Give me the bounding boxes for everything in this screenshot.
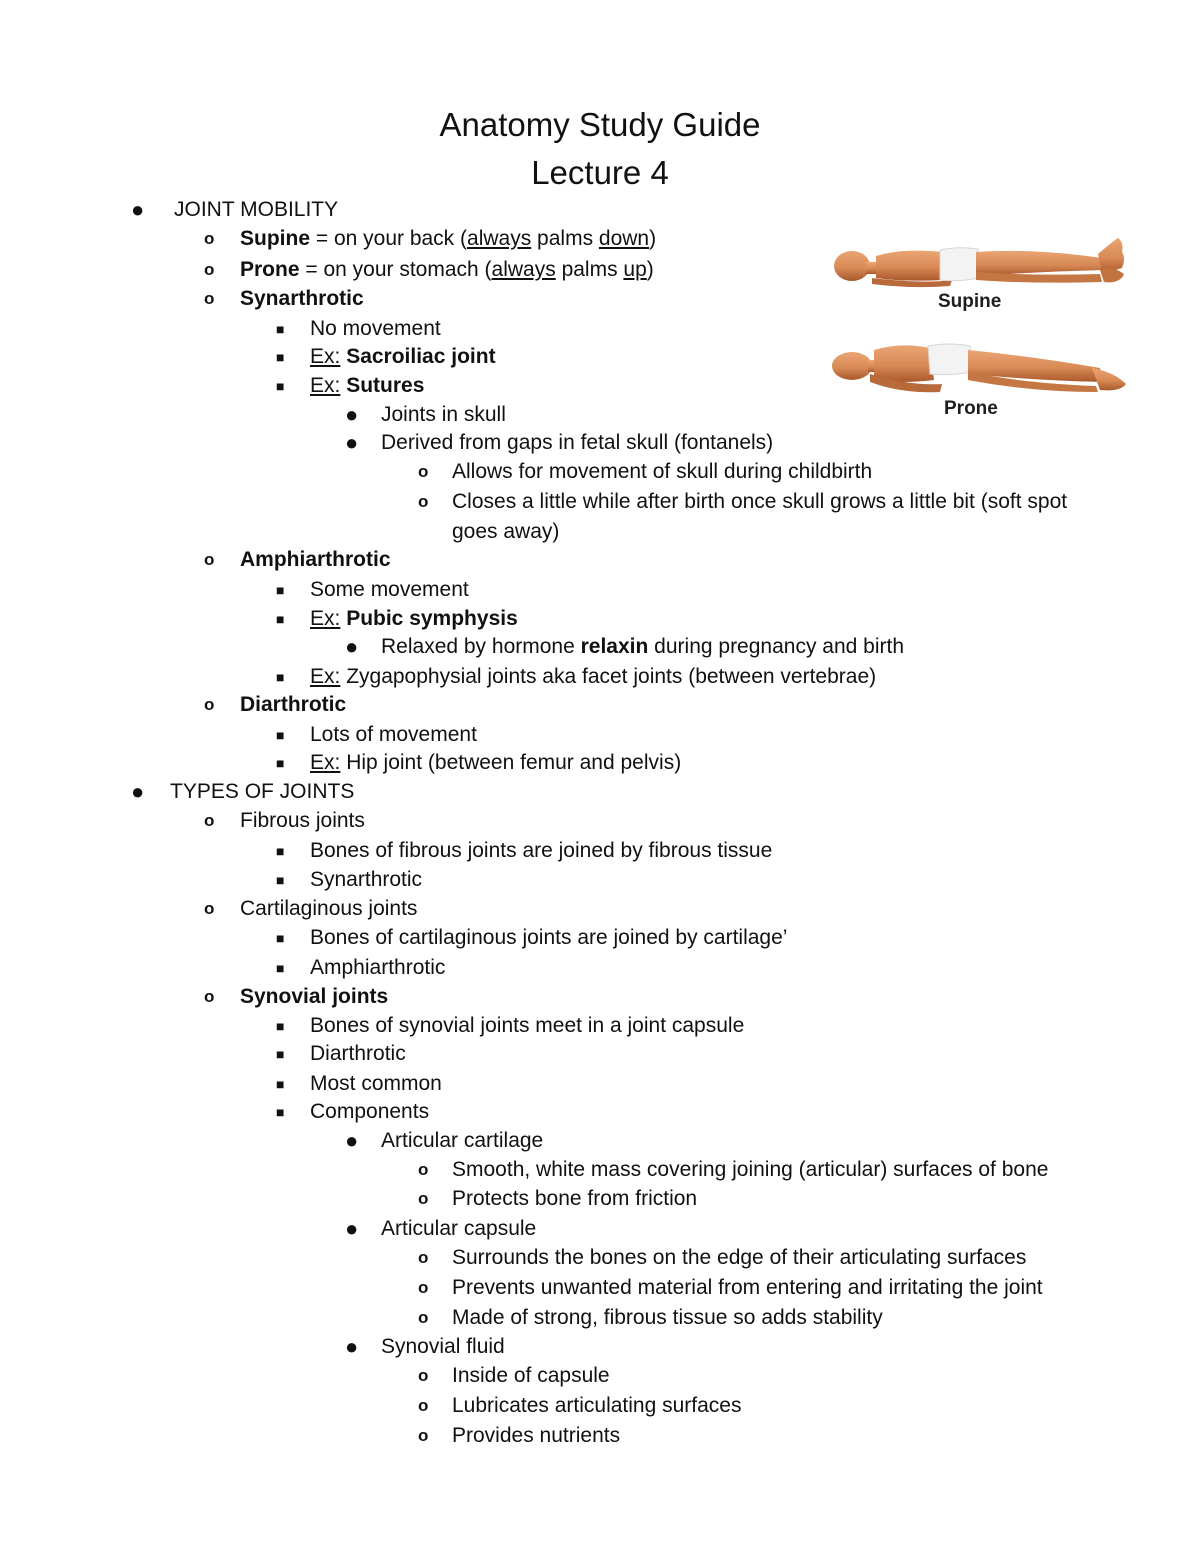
heading-types-of-joints: TYPES OF JOINTS — [170, 780, 355, 803]
page-title: Anatomy Study Guide — [439, 106, 761, 143]
prone-label: Prone — [944, 398, 998, 419]
prone-figure-image — [830, 340, 1130, 396]
supine-label: Supine — [938, 291, 1002, 312]
heading-joint-mobility: JOINT MOBILITY — [174, 198, 339, 221]
supine-figure-image — [832, 232, 1132, 290]
page-subtitle: Lecture 4 — [531, 154, 669, 191]
